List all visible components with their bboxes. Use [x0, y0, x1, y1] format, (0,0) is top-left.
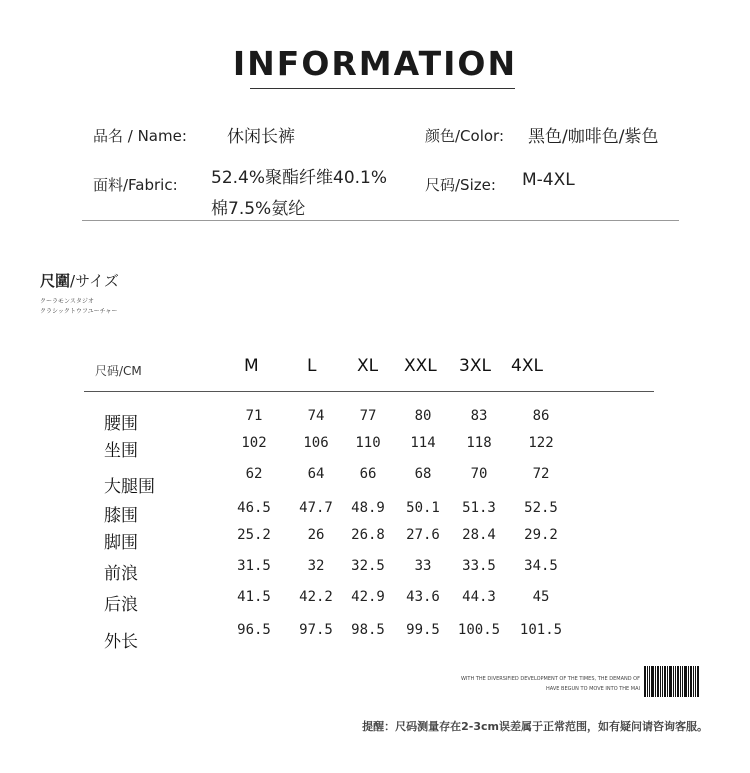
column-header: XXL — [404, 356, 437, 376]
table-cell: 98.5 — [351, 622, 385, 638]
table-cell: 114 — [410, 435, 436, 451]
column-header: L — [307, 356, 317, 376]
column-header: XL — [357, 356, 379, 376]
barcode-bar — [677, 666, 679, 697]
table-corner-label: 尺码/CM — [95, 364, 142, 378]
table-cell: 74 — [307, 408, 325, 424]
size-title-jp: /サイズ — [70, 272, 119, 290]
size-subtitle-1: クーラモンスタジオ — [40, 298, 94, 305]
table-cell: 68 — [414, 466, 432, 482]
fabric-label: 面料/Fabric: — [93, 176, 178, 194]
row-label: 前浪 — [104, 564, 138, 584]
table-cell: 71 — [245, 408, 263, 424]
fabric-value-line1: 52.4%聚酯纤维40.1% — [211, 168, 388, 188]
table-cell: 101.5 — [519, 622, 563, 638]
size-label: 尺码/Size: — [425, 176, 496, 194]
table-cell: 50.1 — [406, 500, 440, 516]
table-cell: 80 — [414, 408, 432, 424]
table-cell: 77 — [359, 408, 377, 424]
title-underline — [250, 88, 515, 89]
size-subtitle-2: クラシックトウフユーチャー — [40, 308, 118, 315]
barcode-graphic — [644, 666, 702, 697]
barcode-bar — [662, 666, 663, 697]
name-label: 品名 / Name: — [93, 127, 187, 145]
footer-tagline-2: HAVE BEGUN TO MOVE INTO THE MAI — [546, 686, 640, 692]
barcode-bar — [647, 666, 648, 697]
table-cell: 48.9 — [351, 500, 385, 516]
table-cell: 29.2 — [524, 527, 558, 543]
table-cell: 31.5 — [237, 558, 271, 574]
barcode-bar — [680, 666, 681, 697]
table-cell: 27.6 — [406, 527, 440, 543]
table-cell: 47.7 — [299, 500, 333, 516]
table-cell: 43.6 — [406, 589, 440, 605]
page-title: INFORMATION — [232, 44, 518, 83]
column-header: 3XL — [459, 356, 491, 376]
table-cell: 46.5 — [237, 500, 271, 516]
table-cell: 28.4 — [462, 527, 496, 543]
table-cell: 26.8 — [351, 527, 385, 543]
measurement-note: 提醒：尺码测量存在2-3cm误差属于正常范围，如有疑问请咨询客服。 — [362, 720, 708, 733]
table-cell: 70 — [470, 466, 488, 482]
barcode-bar — [684, 666, 687, 697]
table-cell: 51.3 — [462, 500, 496, 516]
barcode-bar — [655, 666, 656, 697]
size-title-cn: 尺圍 — [40, 272, 71, 290]
color-value: 黑色/咖啡色/紫色 — [528, 127, 659, 147]
row-label: 后浪 — [104, 595, 138, 615]
footer-tagline-1: WITH THE DIVERSIFIED DEVELOPMENT OF THE TIMES, THE DEMAND OF — [461, 676, 640, 682]
color-label: 颜色/Color: — [425, 127, 505, 145]
table-cell: 33 — [414, 558, 432, 574]
table-cell: 26 — [307, 527, 325, 543]
table-cell: 122 — [528, 435, 554, 451]
name-value: 休闲长裤 — [227, 127, 295, 147]
table-cell: 83 — [470, 408, 488, 424]
table-cell: 96.5 — [237, 622, 271, 638]
size-section-title — [40, 270, 119, 291]
table-cell: 99.5 — [406, 622, 440, 638]
table-cell: 32 — [307, 558, 325, 574]
barcode-bar — [667, 666, 668, 697]
column-header: 4XL — [511, 356, 543, 376]
row-label: 大腿围 — [104, 477, 155, 497]
table-cell: 33.5 — [462, 558, 496, 574]
table-cell: 42.2 — [299, 589, 333, 605]
barcode-bar — [675, 666, 676, 697]
table-cell: 42.9 — [351, 589, 385, 605]
table-cell: 62 — [245, 466, 263, 482]
row-label: 坐围 — [104, 441, 138, 461]
barcode-bar — [682, 666, 683, 697]
table-cell: 44.3 — [462, 589, 496, 605]
barcode-bar — [644, 666, 646, 697]
table-cell: 118 — [466, 435, 492, 451]
table-cell: 41.5 — [237, 589, 271, 605]
barcode-bar — [649, 666, 650, 697]
table-cell: 106 — [303, 435, 329, 451]
barcode-bar — [697, 666, 699, 697]
info-divider — [82, 220, 679, 221]
barcode-bar — [657, 666, 659, 697]
barcode-bar — [664, 666, 666, 697]
row-label: 腰围 — [104, 414, 138, 434]
barcode-bar — [695, 666, 696, 697]
table-cell: 45 — [532, 589, 550, 605]
table-cell: 100.5 — [457, 622, 501, 638]
table-header-divider — [84, 391, 654, 392]
table-cell: 34.5 — [524, 558, 558, 574]
table-cell: 72 — [532, 466, 550, 482]
table-cell: 102 — [241, 435, 267, 451]
table-cell: 25.2 — [237, 527, 271, 543]
fabric-value-line2: 棉7.5%氨纶 — [211, 199, 306, 219]
table-cell: 110 — [355, 435, 381, 451]
table-cell: 52.5 — [524, 500, 558, 516]
row-label: 外长 — [104, 632, 138, 652]
table-cell: 32.5 — [351, 558, 385, 574]
barcode-bar — [688, 666, 689, 697]
table-cell: 86 — [532, 408, 550, 424]
row-label: 膝围 — [104, 506, 138, 526]
column-header: M — [244, 356, 259, 376]
table-cell: 64 — [307, 466, 325, 482]
size-value: M-4XL — [522, 170, 575, 190]
barcode-bar — [673, 666, 674, 697]
barcode-bar — [690, 666, 692, 697]
table-cell: 97.5 — [299, 622, 333, 638]
row-label: 脚围 — [104, 533, 138, 553]
table-cell: 66 — [359, 466, 377, 482]
barcode-bar — [660, 666, 661, 697]
barcode-bar — [669, 666, 672, 697]
barcode-bar — [651, 666, 654, 697]
barcode-bar — [693, 666, 694, 697]
